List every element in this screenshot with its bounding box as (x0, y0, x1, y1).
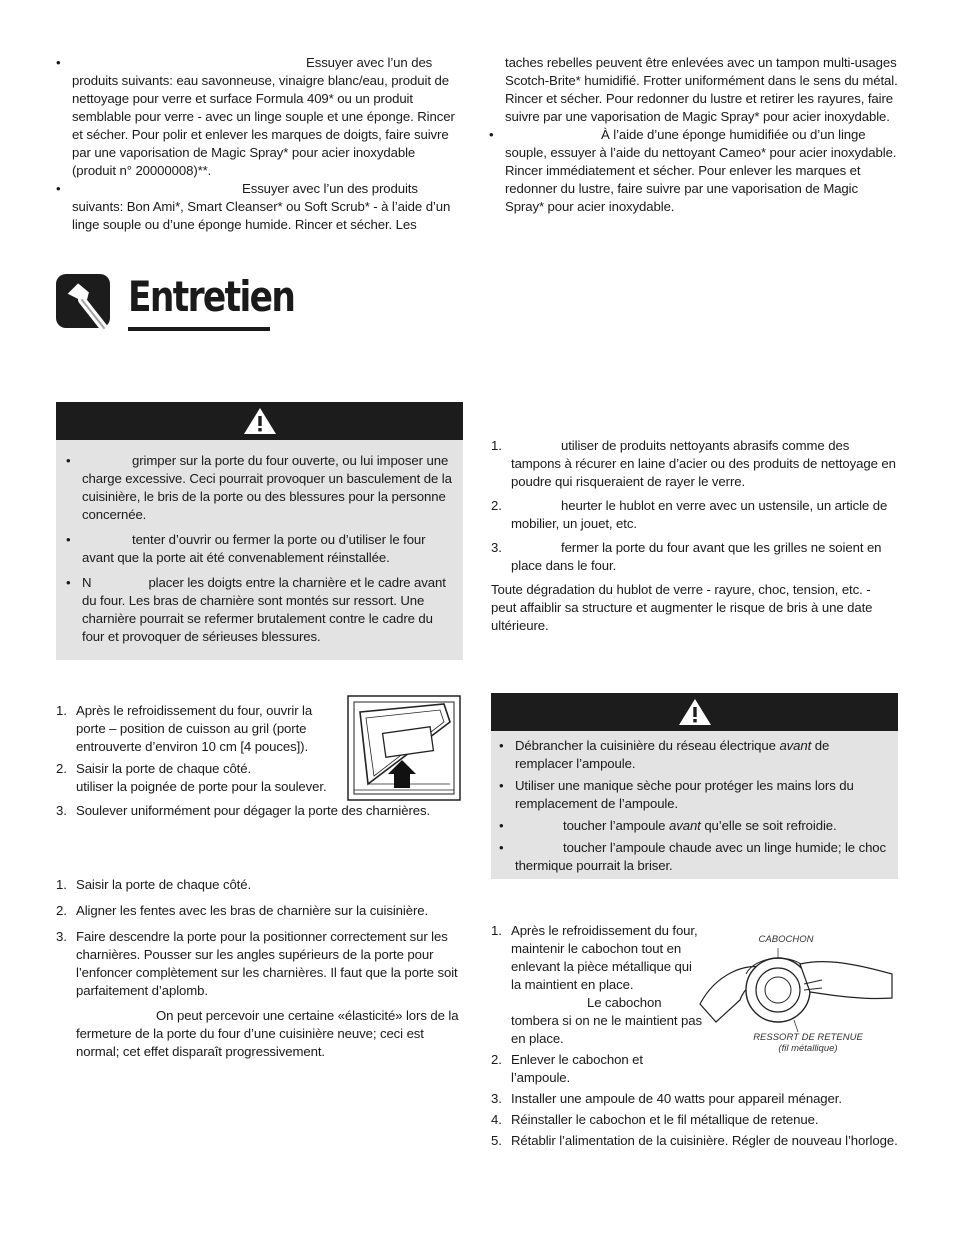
door-warning-paragraph (82, 574, 455, 646)
door-warning-item: • grimper sur la porte du four ouverte, ou lui imposer une charge excessive. Ceci pourrait provoquer un basculement de la cuisinière, le bris de la porte ou des blessures pour la personne concernée. (66, 452, 455, 524)
cabochon-label: CABOCHON (758, 934, 814, 945)
door-warning-text: tenter d’ouvrir ou fermer la porte ou d’utiliser le four avant que la porte ait été convenablement réinstallée. (82, 532, 426, 565)
bulb-warning-paragraph (515, 737, 888, 773)
bulb-warning-text: qu’elle se soit refroidie. (704, 818, 837, 833)
glass-care-item: 3. fermer la porte du four avant que les grilles ne soient en place dans le four. (491, 539, 899, 575)
cleaning-item: • Essuyer avec l’un des produits suivants: Bon Ami*, Smart Cleanser* ou Soft Scrub* - à l’aide d’un linge souple ou d’une éponge humide. Rincer et sécher. Les (56, 180, 462, 234)
door-warning-item: • tenter d’ouvrir ou fermer la porte ou d’utiliser le four avant que la porte ait été convenablement réinstallée. (66, 531, 455, 567)
retaining-spring-sublabel: (fil métallique) (778, 1043, 838, 1054)
bulb-step-text: Rétablir l’alimentation de la cuisinière. Régler de nouveau l’horloge. (511, 1133, 898, 1148)
glass-care-item: 2. heurter le hublot en verre avec un ustensile, un article de mobilier, un jouet, etc. (491, 497, 899, 533)
bulb-warning-text: Utiliser une manique sèche pour protéger les mains lors du remplacement de l’ampoule. (515, 778, 854, 811)
door-warning-prefix: N (82, 575, 92, 590)
glass-care-list (491, 437, 899, 635)
replace-door-step-text: Aligner les fentes avec les bras de charnière sur la cuisinière. (76, 903, 429, 918)
bulb-step: 2. Enlever le cabochon et l’ampoule. (491, 1051, 703, 1087)
cleaning-item-text: Essuyer avec l’un des produits suivants: Bon Ami*, Smart Cleanser* ou Soft Scrub* - à l’aide d’un linge souple ou d’une éponge humide. Rincer et sécher. Les (72, 181, 451, 232)
replace-door-step: 2. Aligner les fentes avec les bras de charnière sur la cuisinière. (56, 902, 462, 920)
title-underline (128, 327, 270, 331)
door-warning-text: placer les doigts entre la charnière et le cadre avant du four. Les bras de charnière sont montés sur ressort. Une charnière pourrait se refermer brutalement contre le cadre du four et provoquer de sérieuses blessures. (82, 575, 446, 644)
bulb-warning-item: • Débrancher la cuisinière du réseau électrique avant de remplacer l’ampoule. (499, 737, 888, 773)
replace-door-step: 1. Saisir la porte de chaque côté. (56, 876, 462, 894)
bulb-warning-emphasis: avant (779, 738, 812, 753)
replace-door-steps (56, 876, 462, 1061)
bulb-step-text: Réinstaller le cabochon et le fil métallique de retenue. (511, 1112, 819, 1127)
bulb-step: 3. Installer une ampoule de 40 watts pour appareil ménager. (491, 1090, 899, 1108)
cleaning-left-column (56, 54, 462, 234)
bulb-warning-text: de remplacer l’ampoule. (515, 738, 830, 771)
section-title: Entretien (128, 272, 295, 321)
bulb-warning-emphasis: avant (668, 818, 701, 833)
cleaning-right-column (489, 54, 899, 216)
bulb-step: 4. Réinstaller le cabochon et le fil métallique de retenue. (491, 1111, 899, 1129)
bulb-warning-item: • Utiliser une manique sèche pour protéger les mains lors du remplacement de l’ampoule. (499, 777, 888, 813)
remove-door-step: 1. Après le refroidissement du four, ouvrir la porte – position de cuisson au gril (porte entrouverte d’environ 10 cm [4 pouces]). (56, 702, 344, 756)
glass-care-text: utiliser de produits nettoyants abrasifs comme des tampons à récurer en laine d’acier ou des produits de nettoyage en poudre qui risqueraient de rayer le verre. (511, 438, 896, 489)
remove-door-step: 2. Saisir la porte de chaque côté. utiliser la poignée de porte pour la soulever. (56, 760, 344, 796)
bulb-step-text: Installer une ampoule de 40 watts pour appareil ménager. (511, 1091, 842, 1106)
glass-care-text: fermer la porte du four avant que les grilles ne soient en place dans le four. (511, 540, 882, 573)
bulb-step: 5. Rétablir l’alimentation de la cuisinière. Régler de nouveau l’horloge. (491, 1133, 898, 1148)
bulb-step-text: Après le refroidissement du four, maintenir le cabochon tout en enlevant la pièce métallique qui la maintient en place. (511, 923, 698, 992)
door-warning-text: grimper sur la porte du four ouverte, ou lui imposer une charge excessive. Ceci pourrait provoquer un basculement de la cuisinière, le bris de la porte ou des blessures pour la personne concernée. (82, 453, 452, 522)
bulb-warning-item: • toucher l’ampoule avant qu’elle se soit refroidie. (499, 817, 888, 835)
bulb-warning-text: Débrancher la cuisinière du réseau électrique (515, 738, 776, 753)
replace-door-step-text: Saisir la porte de chaque côté. (76, 877, 252, 892)
warning-header-bar (491, 693, 898, 731)
warning-triangle-icon (243, 406, 277, 436)
replace-door-note: On peut percevoir une certaine «élasticité» lors de la fermeture de la porte du four d’une cuisinière neuve; ceci est normal; cet effet disparaît progressivement. (76, 1008, 459, 1059)
bulb-step: 1. Après le refroidissement du four, maintenir le cabochon tout en enlevant la pièce métallique qui la maintient en place. Le cabochon tombera si on ne le maintient pas en place. (491, 923, 702, 1046)
bulb-warning-paragraph (515, 817, 888, 835)
cleaning-item: • Essuyer avec l’un des produits suivants: eau savonneuse, vinaigre blanc/eau, produit de nettoyage pour verre et surface Formula 409* ou un produit semblable pour verre - avec un linge souple et une éponge. Rincer et sécher. Pour polir et enlever les marques de doigts, faire suivre par une vaporisation de Magic Spray* pour acier inoxydable (produit n° 20000008)**. (56, 54, 462, 180)
remove-door-step-text: Saisir la porte de chaque côté. (76, 761, 252, 776)
bulb-warning-text: toucher l’ampoule chaude avec un linge humide; le choc thermique pourrait la briser. (515, 840, 887, 873)
bulb-warning-item: • toucher l’ampoule chaude avec un linge humide; le choc thermique pourrait la briser. (499, 840, 887, 873)
cleaning-item: • À l’aide d’une éponge humidifiée ou d’un linge souple, essuyer à l’aide du nettoyant Cameo* pour acier inoxydable. Rincer immédiatement et sécher. Pour enlever les marques et redonner du lustre, faire suivre par une vaporisation de Magic Spray* pour acier inoxydable. (489, 126, 899, 216)
replace-door-step: 3. Faire descendre la porte pour la positionner correctement sur les charnières. Pousser sur les angles supérieurs de la porte pour l’enfoncer complètement sur les charnières. Il faut que la porte soit parfaitement d’aplomb. (56, 928, 462, 1000)
replace-door-step-text: Faire descendre la porte pour la positionner correctement sur les charnières. Pousser sur les angles supérieurs de la porte pour l’enfoncer complètement sur les charnières. Il faut que la porte soit parfaitement d’aplomb. (76, 929, 458, 998)
remove-door-step-text: Soulever uniformément pour dégager la porte des charnières. (76, 803, 431, 818)
door-warning-item: • N placer les doigts entre la charnière et le cadre avant du four. Les bras de charnière sont montés sur ressort. Une charnière pourrait se refermer brutalement contre le cadre du four et provoquer de sérieuses blessures. (66, 574, 455, 646)
warning-header-bar (56, 402, 463, 440)
remove-door-step-text: utiliser la poignée de porte pour la soulever. (76, 779, 327, 794)
bulb-step-text: Enlever le cabochon et l’ampoule. (511, 1052, 643, 1085)
retaining-spring-label: RESSORT DE RETENUE (753, 1032, 863, 1043)
glass-care-item: 1. utiliser de produits nettoyants abrasifs comme des tampons à récurer en laine d’acier ou des produits de nettoyage en poudre qui risqueraient de rayer le verre. (491, 437, 899, 491)
wrench-icon (54, 272, 114, 334)
cleaning-item-text: Essuyer avec l’un des produits suivants: eau savonneuse, vinaigre blanc/eau, produit de nettoyage pour verre et surface Formula 409* ou un produit semblable pour verre - avec un linge souple et une éponge. Rincer et sécher. Pour polir et enlever les marques de doigts, faire suivre par une vaporisation de Magic Spray* pour acier inoxydable (produit n° 20000008)**. (72, 55, 455, 178)
door-warning-box (56, 402, 463, 660)
warning-triangle-icon (678, 697, 712, 727)
glass-care-note: Toute dégradation du hublot de verre - rayure, choc, tension, etc. - peut affaiblir sa structure et augmenter le risque de bris à une date ultérieure. (491, 582, 873, 633)
cleaning-continued-text: taches rebelles peuvent être enlevées avec un tampon multi-usages Scotch-Brite* humidifié. Frotter uniformément dans le sens du métal. Rincer et sécher. Pour redonner du lustre et retirer les rayures, faire suivre par une vaporisation de Magic Spray* pour acier inoxydable. (505, 55, 898, 124)
bulb-cover-illustration (696, 930, 900, 1058)
bulb-step-text: Le cabochon tombera si on ne le maintient pas en place. (511, 995, 702, 1046)
cleaning-item-text: À l’aide d’une éponge humidifiée ou d’un linge souple, essuyer à l’aide du nettoyant Cameo* pour acier inoxydable. Rincer immédiatement et sécher. Pour enlever les marques et redonner du lustre, faire suivre par une vaporisation de Magic Spray* pour acier inoxydable. (505, 127, 897, 214)
bulb-warning-box (491, 693, 898, 879)
remove-door-step: 3. Soulever uniformément pour dégager la porte des charnières. (56, 802, 462, 820)
oven-door-illustration (344, 692, 464, 804)
bulb-warning-text: toucher l’ampoule (563, 818, 666, 833)
glass-care-text: heurter le hublot en verre avec un ustensile, un article de mobilier, un jouet, etc. (511, 498, 888, 531)
remove-door-step-text: Après le refroidissement du four, ouvrir la porte – position de cuisson au gril (porte entrouverte d’environ 10 cm [4 pouces]). (76, 703, 313, 754)
